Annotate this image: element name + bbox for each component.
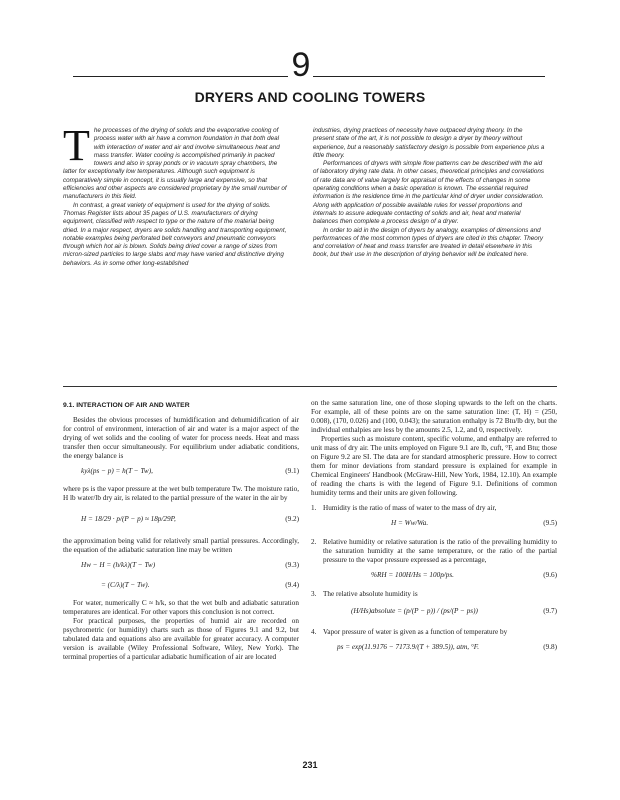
chapter-title: DRYERS AND COOLING TOWERS xyxy=(194,89,426,105)
equation-number: (9.4) xyxy=(285,581,299,589)
list-item xyxy=(311,504,557,513)
body-paragraph: on the same saturation line, one of those sloping upwards to the left on the charts. For example, all of these points are on the same saturation line: (T, H) = (250, 0.008), (170, 0.026) and (100, 0.043); the saturation enthalpy is 72 Btu/lb dry, but the individual enthalpies are less by the amounts 2.5, 1.2, and 0, respectively. xyxy=(311,399,557,434)
intro-paragraph: In order to aid in the design of dryers by analogy, examples of dimensions and performances of the most common types of dryers are cited in this chapter. Theory and correlation of heat and mass transfer are treated in detail elsewhere in this book, but their use in the description of drying behavior will be indicated here. xyxy=(313,226,544,259)
list-item-text: The relative absolute humidity is xyxy=(323,590,418,598)
intro-paragraph: In contrast, a great variety of equipment is used for the drying of solids. Thomas Register lists about 35 pages of U.S. manufacturers of drying equipment, classified with respect to type or the nature of the material being dried. In a major respect, dryers are solids handling and transporting equipment, notable examples being perforated belt conveyors and pneumatic conveyors through which hot air is blown. Solids being dried cover a range of sizes from micron-sized particles to large slabs and may have varied and distinctive drying behaviors. As in some other long-established xyxy=(63,201,287,267)
equation-9-6 xyxy=(311,568,557,584)
section-divider xyxy=(63,386,557,387)
equation-expression: = (C/λ)(T − Tw). xyxy=(101,581,150,589)
equation-number: (9.2) xyxy=(285,515,299,523)
list-item xyxy=(311,590,557,599)
list-item xyxy=(311,538,557,565)
equation-9-5 xyxy=(311,516,557,532)
intro-column-left xyxy=(63,121,289,268)
equation-number: (9.5) xyxy=(543,519,557,527)
intro-column-right xyxy=(313,127,545,260)
page-number: 231 xyxy=(302,760,318,770)
equation-expression: H = 18/29 · p/(P − p) ≈ 18p/29P, xyxy=(81,515,176,523)
chapter-number: 9 xyxy=(291,46,311,84)
list-item-text: Humidity is the ratio of mass of water to the mass of dry air, xyxy=(323,504,497,512)
list-item-text: Relative humidity or relative saturation is the ratio of the prevailing humidity to the saturation humidity at the same temperature, or the ratio of the partial pressure to the vapor pressure expressed as a percentage, xyxy=(323,538,557,564)
equation-number: (9.8) xyxy=(543,643,557,651)
equation-9-4 xyxy=(63,579,299,595)
equation-9-3 xyxy=(63,559,299,575)
intro-paragraph: Performances of dryers with simple flow patterns can be described with the aid of laboratory drying rate data. In other cases, theoretical principles and correlations of rate data are of value largely for appraisal of the effects of changes in some operating conditions when a basic operation is known. The essential required information is the residence time in the particular kind of dryer under consideration. Along with application of possible available rules for vessel proportions and internals to assure adequate contacting of solids and air, heat and material balances then complete a process design of a dryer. xyxy=(313,160,545,226)
list-item-number: 4. xyxy=(311,628,317,636)
body-paragraph: Besides the obvious processes of humidification and dehumidification of air for control of environment, interaction of air and water is a major aspect of the drying of wet solids and the cooling of water for process needs. Heat and mass transfer then occur simultaneously. For equilibrium under adiabatic conditions, the energy balance is xyxy=(63,416,299,460)
list-item xyxy=(311,628,557,637)
equation-number: (9.7) xyxy=(543,607,557,615)
intro-paragraph: The processes of the drying of solids and the evaporative cooling of process water with air have a common foundation in that both deal with interaction of water and air and involve simultaneous heat and mass transfer. Water cooling is accomplished primarily in packed towers and also in spray ponds or in vacuum spray chambers, the latter for exceptionally low temperatures. Although such equipment is comparatively simple in concept, it is usually large and expensive, so that efficiencies and other aspects are considered proprietary by the small number of manufacturers in this field. xyxy=(63,121,287,201)
equation-expression: (H/Hs)absolute = (p/(P − p)) / (ps/(P − ps)) xyxy=(351,607,478,615)
equation-expression: H = Ww/Wa. xyxy=(391,519,429,527)
equation-9-8 xyxy=(311,640,557,656)
body-paragraph: where ps is the vapor pressure at the wet bulb temperature Tw. The moisture ratio, H lb water/lb dry air, is related to the partial pressure of the water in the air by xyxy=(63,485,299,502)
equation-expression: kyλ(ps − p) = h(T − Tw), xyxy=(81,467,153,475)
list-item-number: 2. xyxy=(311,538,317,546)
equation-number: (9.1) xyxy=(285,467,299,475)
drop-cap: T xyxy=(63,121,90,170)
list-item-number: 1. xyxy=(311,504,317,512)
equation-number: (9.3) xyxy=(285,561,299,569)
equation-9-2 xyxy=(63,507,299,533)
body-paragraph: Properties such as moisture content, specific volume, and enthalpy are referred to unit mass of dry air. The units employed on Figure 9.1 are lb, cuft, °F, and Btu; those on Figure 9.2 are SI. The data are for standard atmospheric pressure. How to correct them for minor deviations from standard pressure is explained for example in Chemical Engineers' Handbook (McGraw-Hill, New York, 1984, 12.10). An example of reading the charts is with the legend of Figure 9.1. Definitions of common humidity terms and their units are given following. xyxy=(311,435,557,497)
equation-9-1 xyxy=(63,465,299,481)
body-column-left xyxy=(63,399,299,662)
header-rule-left xyxy=(73,76,288,77)
equation-expression: %RH = 100H/Hs = 100p/ps. xyxy=(371,571,454,579)
intro-paragraph: industries, drying practices of necessity have outpaced drying theory. In the present state of the art, it is not possible to design a dryer by theory without experience, but a reasonably satisfactory design is possible from experience plus a little theory. xyxy=(313,127,545,159)
equation-expression: ps = exp(11.9176 − 7173.9/(T + 389.5)), atm, °F. xyxy=(337,643,479,651)
body-column-right xyxy=(311,399,557,659)
header-rule-right xyxy=(313,76,545,77)
body-paragraph: the approximation being valid for relatively small partial pressures. Accordingly, the equation of the adiabatic saturation line may be written xyxy=(63,537,299,554)
body-paragraph: For water, numerically C ≈ h/k, so that the wet bulb and adiabatic saturation temperatures are identical. For other vapors this conclusion is not correct. xyxy=(63,599,299,616)
equation-number: (9.6) xyxy=(543,571,557,579)
equation-9-7 xyxy=(311,602,557,622)
list-item-text: Vapor pressure of water is given as a function of temperature by xyxy=(323,628,508,636)
body-paragraph: For practical purposes, the properties of humid air are recorded on psychrometric (or humidity) charts such as those of Figures 9.1 and 9.2, but tabulated data and equations also are available for greater accuracy. A computer version is available (Wiley Professional Software, Wiley, New York). The terminal properties of a particular adiabatic humification of air are located xyxy=(63,617,299,661)
equation-expression: Hw − H = (h/kλ)(T − Tw) xyxy=(81,561,156,569)
section-heading: 9.1. INTERACTION OF AIR AND WATER xyxy=(63,402,190,409)
list-item-number: 3. xyxy=(311,590,317,598)
